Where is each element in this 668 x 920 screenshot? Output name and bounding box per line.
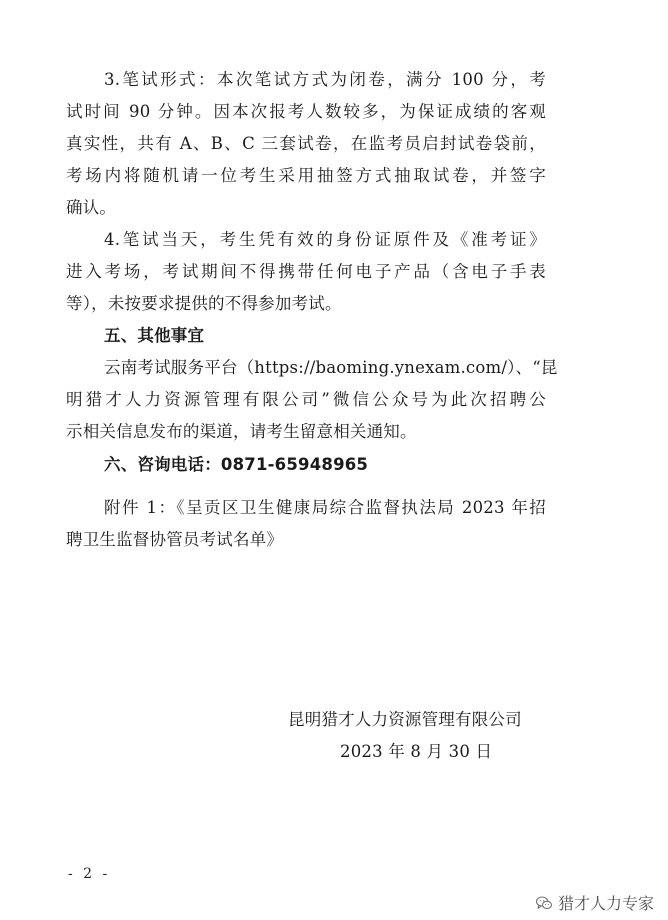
section5-line2: 明猎才人力资源管理有限公司”微信公众号为此次招聘公 [66,390,546,409]
para3-line5: 确认。 [66,198,117,217]
para3-line1: 3.笔试形式：本次笔试方式为闭卷，满分 100 分，考 [104,70,546,89]
section5-line3: 示相关信息发布的渠道，请考生留意相关通知。 [66,422,417,441]
wechat-watermark [535,891,654,914]
para3-line2: 试时间 90 分钟。因本次报考人数较多，为保证成绩的客观 [66,102,546,121]
para4-line2: 进入考场，考试期间不得携带任何电子产品（含电子手表 [66,262,546,281]
wechat-icon [535,894,553,912]
para3-line3: 真实性，共有 A、B、C 三套试卷，在监考员启封试卷袋前， [66,134,546,153]
section5-heading: 五、其他事宜 [104,326,205,345]
signature-date: 2023 年 8 月 30 日 [340,742,493,761]
attachment-line2: 聘卫生监督协管员考试名单》 [66,530,284,549]
attachment-line1: 附件 1：《呈贡区卫生健康局综合监督执法局 2023 年招 [104,498,546,517]
para4-line3: 等），未按要求提供的不得参加考试。 [66,294,342,313]
section6-heading: 六、咨询电话：0871-65948965 [104,455,369,474]
page-number: - 2 - [68,866,111,882]
watermark-text: 猎才人力专家 [557,894,654,913]
para4-line1: 4.笔试当天，考生凭有效的身份证原件及《准考证》 [104,230,546,249]
section5-line1: 云南考试服务平台（https://baoming.ynexam.com/）、“昆 [104,358,558,377]
para3-line4: 考场内将随机请一位考生采用抽签方式抽取试卷，并签字 [66,166,546,185]
signature-company: 昆明猎才人力资源管理有限公司 [288,710,522,729]
